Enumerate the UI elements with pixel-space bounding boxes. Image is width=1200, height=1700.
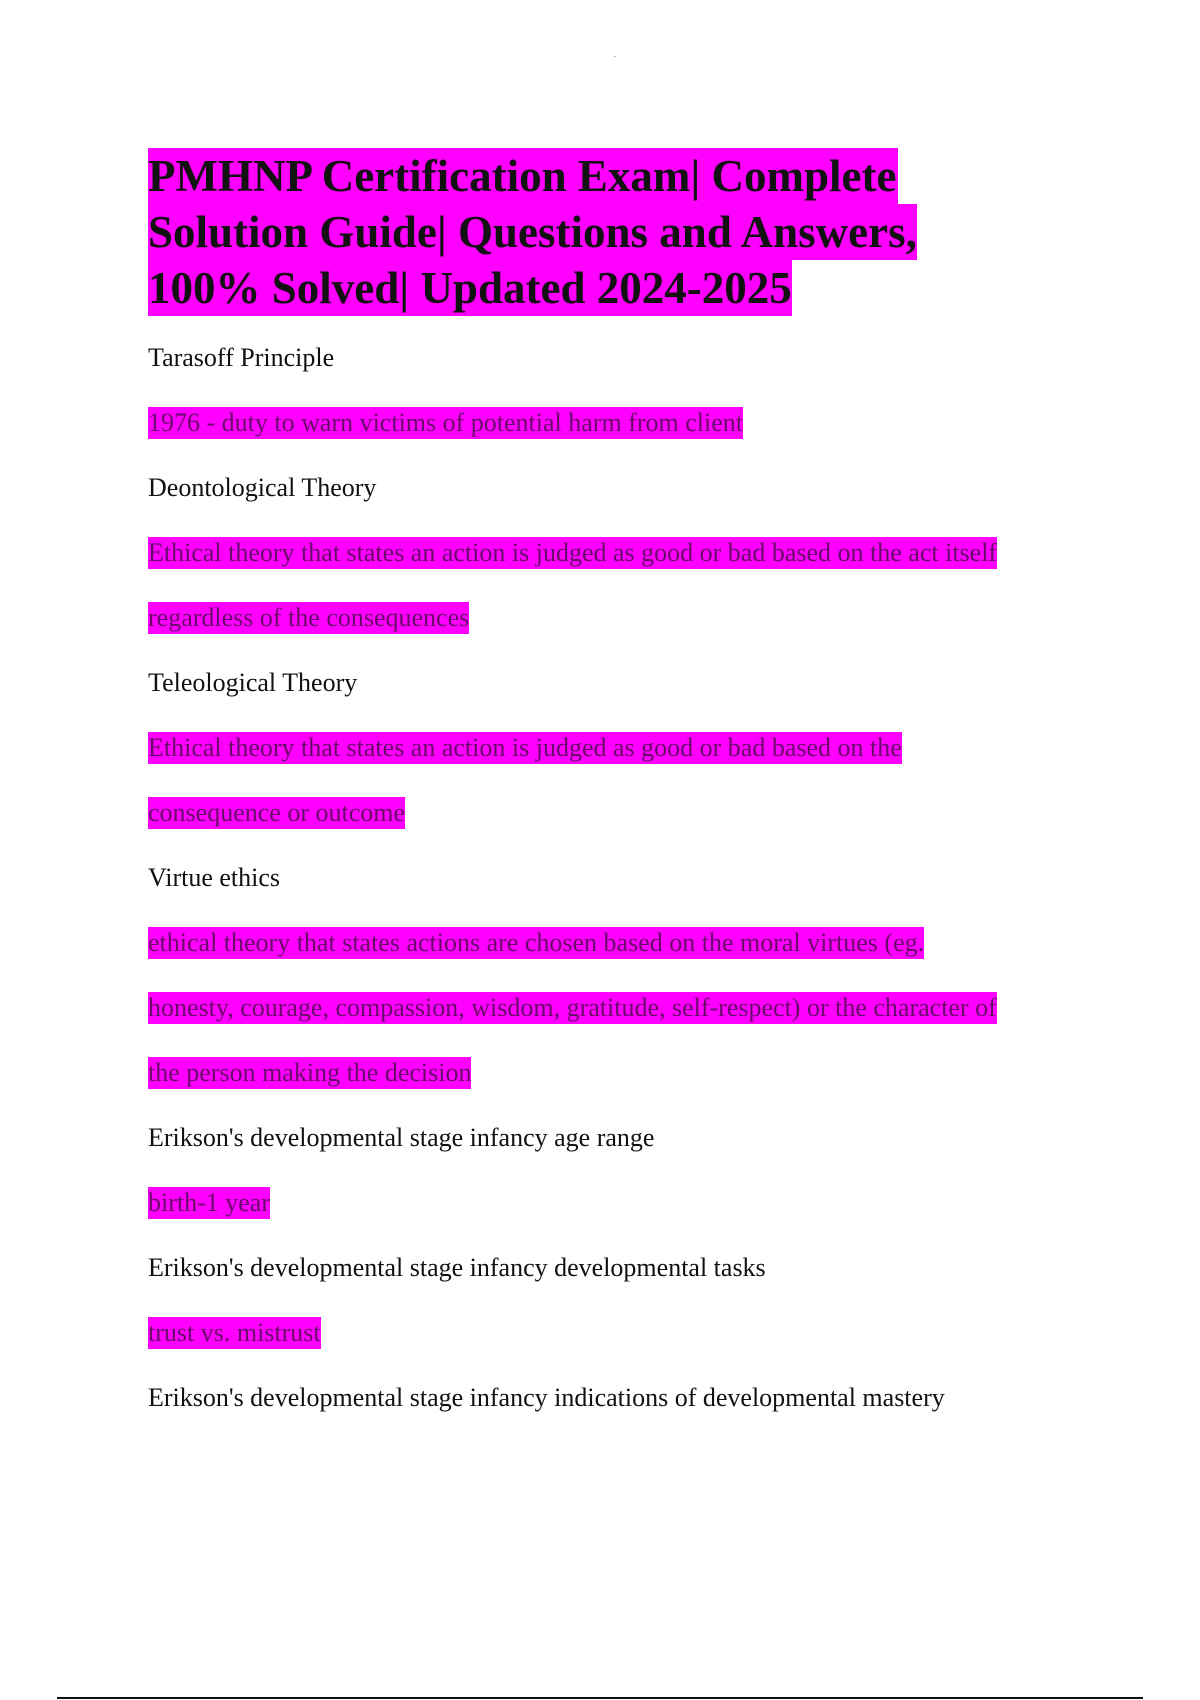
answer-line [148,927,1078,992]
qa-list [148,342,1078,1447]
answer-line [148,407,1078,472]
answer-line [148,992,1078,1057]
answer-highlight: ethical theory that states actions are chosen based on the moral virtues (eg. [148,928,925,957]
answer-highlight: consequence or outcome [148,798,406,827]
answer-highlight: trust vs. mistrust [148,1318,321,1347]
term-erikson-infancy-developmental-tasks: Erikson's developmental stage infancy developmental tasks [148,1253,766,1282]
footer-rule [57,1697,1143,1699]
document-content [148,148,1078,1447]
answer-highlight: regardless of the consequences [148,603,470,632]
answer-highlight: the person making the decision [148,1058,472,1087]
title-line-1: PMHNP Certification Exam| Complete [148,148,898,204]
answer-highlight: Ethical theory that states an action is judged as good or bad based on the [148,733,902,762]
answer-highlight: 1976 - duty to warn victims of potential harm from client [148,408,743,437]
term-erikson-infancy-age-range: Erikson's developmental stage infancy age range [148,1123,655,1152]
page-mark [614,56,616,57]
term-deontological-theory: Deontological Theory [148,473,377,502]
title-line-2: Solution Guide| Questions and Answers, [148,204,917,260]
answer-line [148,797,1078,862]
answer-highlight: birth-1 year [148,1188,271,1217]
answer-line [148,1317,1078,1382]
title-line-3: 100% Solved| Updated 2024-2025 [148,260,792,316]
answer-line [148,1057,1078,1122]
term-teleological-theory: Teleological Theory [148,668,358,697]
term-tarasoff-principle: Tarasoff Principle [148,343,335,372]
answer-highlight: honesty, courage, compassion, wisdom, gratitude, self-respect) or the character of [148,993,997,1022]
answer-line [148,1187,1078,1252]
answer-highlight: Ethical theory that states an action is judged as good or bad based on the act itself [148,538,998,567]
document-title [148,148,1078,316]
answer-line [148,537,1078,602]
term-virtue-ethics: Virtue ethics [148,863,281,892]
term-erikson-infancy-mastery: Erikson's developmental stage infancy indications of developmental mastery [148,1383,945,1412]
answer-line [148,602,1078,667]
answer-line [148,732,1078,797]
